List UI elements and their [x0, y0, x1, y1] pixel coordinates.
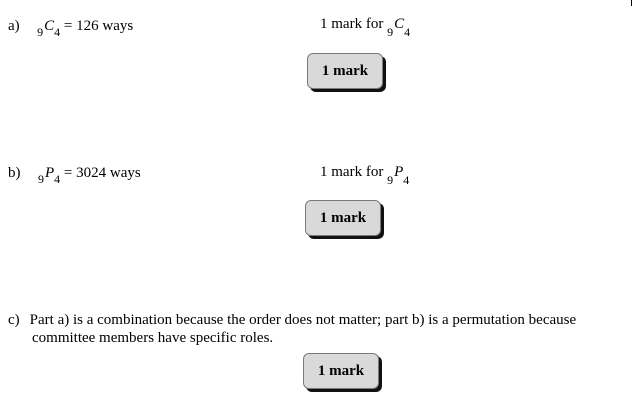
part-b-result: = 3024 ways — [63, 165, 141, 181]
part-c-text-2: committee members have specific roles. — [32, 330, 274, 346]
part-c-mark-badge: 1 mark — [303, 353, 379, 389]
part-b-mark-post-subscript: 4 — [403, 173, 410, 187]
part-a-mark-post-subscript: 4 — [404, 25, 411, 39]
part-b-mark-symbol: P — [394, 164, 404, 180]
part-b-mark-pre-subscript: 9 — [387, 173, 394, 187]
part-a-mark-symbol: C — [394, 16, 405, 32]
part-c-label: c) — [8, 312, 20, 328]
part-a-mark-note — [320, 15, 411, 39]
part-b-mark-text: 1 mark for — [320, 164, 384, 180]
part-c-line-2 — [8, 329, 628, 347]
part-a-mark-text: 1 mark for — [320, 16, 384, 32]
part-c-answer — [8, 311, 628, 347]
part-b-answer — [8, 164, 141, 186]
part-b-mark-note — [320, 163, 410, 187]
part-a-mark-badge: 1 mark — [307, 53, 383, 89]
part-a-answer — [8, 17, 134, 39]
part-b-symbol: P — [45, 165, 55, 181]
part-b-mark-badge: 1 mark — [305, 200, 381, 236]
part-a-symbol: C — [44, 18, 55, 34]
part-b-label: b) — [8, 165, 21, 181]
part-a-post-subscript: 4 — [54, 25, 61, 39]
part-a-pre-subscript: 9 — [37, 25, 44, 39]
part-c-text-1: Part a) is a combination because the order does not matter; part b) is a permutation because — [29, 312, 577, 328]
part-a-result: = 126 ways — [63, 18, 134, 34]
part-a-mark-pre-subscript: 9 — [387, 25, 394, 39]
part-b-post-subscript: 4 — [54, 172, 61, 186]
part-b-pre-subscript: 9 — [38, 172, 44, 186]
part-a-label: a) — [8, 18, 20, 34]
part-c-line-1 — [8, 311, 628, 329]
